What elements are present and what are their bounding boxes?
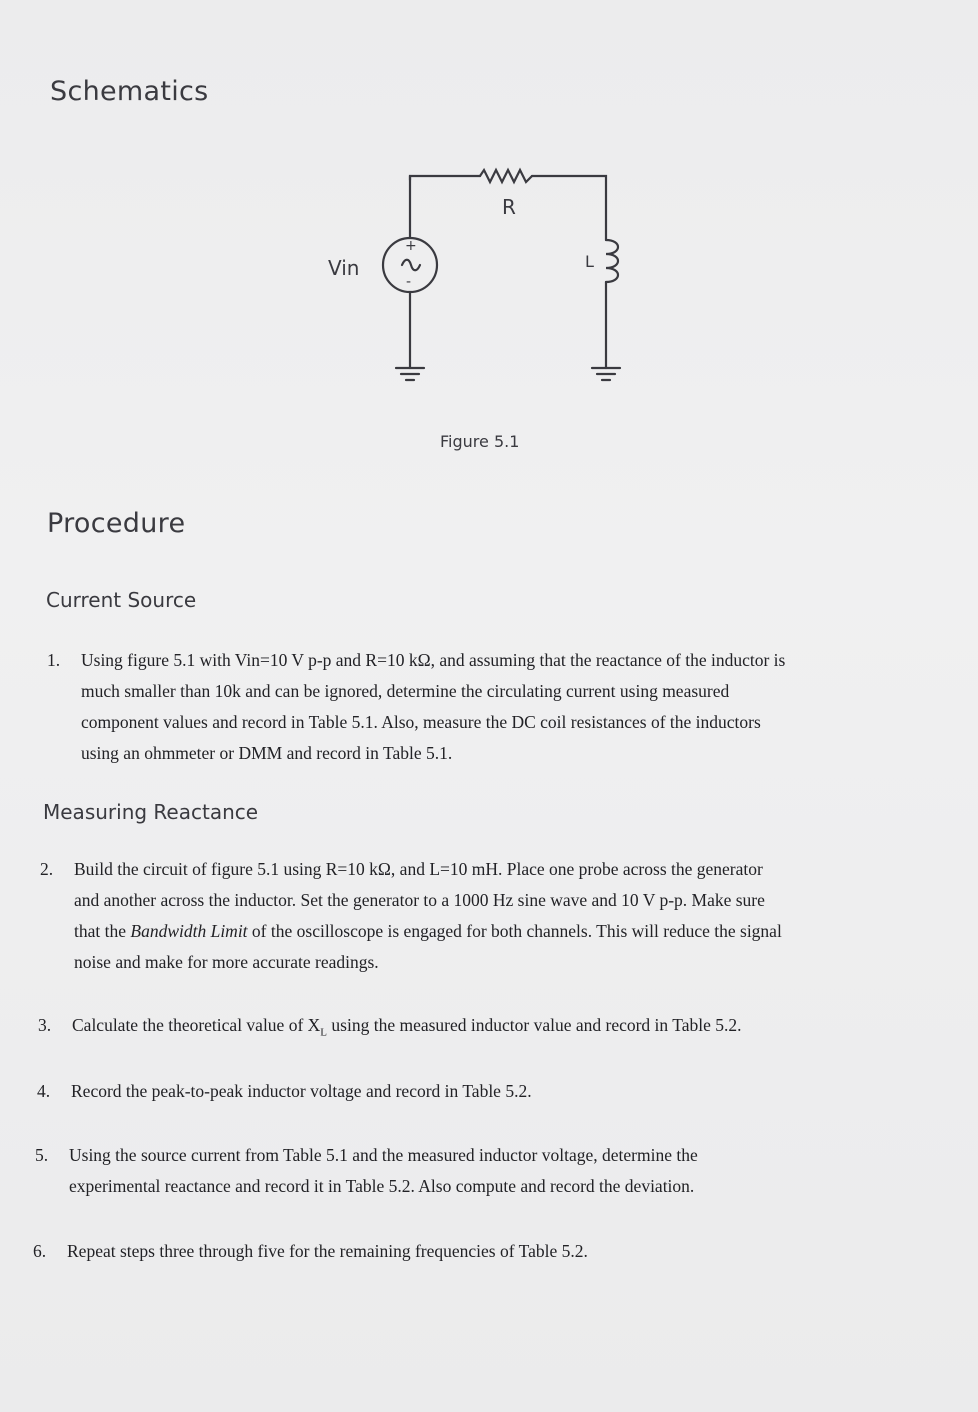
emphasized-term: Bandwidth Limit — [130, 921, 248, 941]
sine-wave-icon — [402, 260, 420, 271]
step-3 — [38, 1010, 948, 1049]
schematics-heading: Schematics — [50, 76, 209, 107]
step-line: Build the circuit of figure 5.1 using R=10 kΩ, and L=10 mH. Place one probe across the generator — [74, 859, 763, 879]
step-1 — [47, 645, 947, 769]
step-line: Using figure 5.1 with Vin=10 V p-p and R=10 kΩ, and assuming that the reactance of the inductor is — [81, 650, 786, 670]
step-number: 1. — [47, 650, 61, 670]
step-line: Record the peak-to-peak inductor voltage and record in Table 5.2. — [71, 1081, 532, 1101]
wire-top-right — [532, 176, 606, 240]
step-number: 6. — [33, 1241, 47, 1261]
step-5 — [35, 1140, 945, 1202]
ground-left-symbol — [396, 368, 424, 380]
step-2 — [40, 854, 950, 978]
measuring-reactance-heading: Measuring Reactance — [43, 800, 259, 824]
step-line: experimental reactance and record it in Table 5.2. Also compute and record the deviation. — [69, 1176, 695, 1196]
step-text: Calculate the theoretical value of X — [72, 1015, 321, 1035]
step-line: component values and record in Table 5.1. Also, measure the DC coil resistances of the inductors — [81, 712, 761, 732]
step-line: noise and make for more accurate readings. — [74, 952, 379, 972]
inductor-label: L — [585, 252, 594, 271]
source-minus-sign: - — [406, 274, 412, 290]
step-text: of the oscilloscope is engaged for both channels. This will reduce the signal — [247, 921, 782, 941]
step-line: much smaller than 10k and can be ignored, determine the circulating current using measured — [81, 681, 730, 701]
inductor-symbol — [606, 240, 618, 282]
wire-top-left — [410, 176, 480, 180]
resistor-label: R — [502, 195, 516, 219]
figure-caption: Figure 5.1 — [440, 432, 520, 451]
step-number: 3. — [38, 1015, 52, 1035]
step-line: using an ohmmeter or DMM and record in Table 5.1. — [81, 743, 453, 763]
step-line: and another across the inductor. Set the generator to a 1000 Hz sine wave and 10 V p-p. Make sure — [74, 890, 765, 910]
ground-right-symbol — [592, 368, 620, 380]
step-number: 5. — [35, 1145, 49, 1165]
resistor-symbol — [480, 170, 532, 182]
step-line: Repeat steps three through five for the remaining frequencies of Table 5.2. — [67, 1241, 588, 1261]
step-text: that the — [74, 921, 131, 941]
step-number: 2. — [40, 859, 54, 879]
source-label: Vin — [328, 256, 360, 280]
circuit-figure — [0, 130, 978, 550]
step-line — [74, 916, 950, 947]
step-text: using the measured inductor value and record in Table 5.2. — [327, 1015, 742, 1035]
step-6 — [33, 1236, 943, 1267]
source-plus-sign: + — [405, 238, 417, 254]
current-source-heading: Current Source — [46, 588, 197, 612]
procedure-heading: Procedure — [47, 508, 186, 539]
step-number: 4. — [37, 1081, 51, 1101]
step-line: Using the source current from Table 5.1 and the measured inductor voltage, determine the — [69, 1145, 698, 1165]
step-line — [72, 1010, 948, 1049]
subscript: L — [320, 1026, 328, 1039]
step-4 — [37, 1076, 947, 1107]
